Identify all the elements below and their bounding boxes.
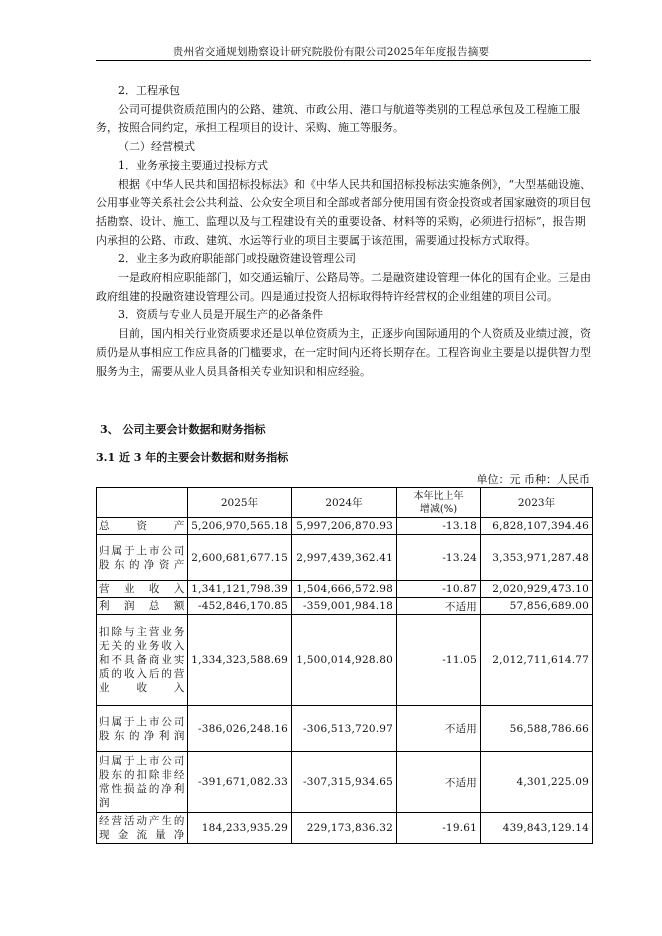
section-3-title: 3、 公司主要会计数据和财务指标 [100, 423, 266, 436]
cell-2024: 1,504,666,572.98 [292, 581, 397, 598]
cell-change: -13.18 [397, 518, 481, 535]
cell-change: 不适用 [397, 598, 481, 615]
unit-note: 单位：元 币种：人民币 [476, 473, 590, 486]
cell-2025: 2,600,681,677.15 [188, 535, 292, 581]
para-clients: 一是政府相应职能部门，如交通运输厅、公路局等。二是融资建设管理一体化的国有企业。三是由政府组建的投融资建设管理公司。四是通过投资人招标取得特许经营权的企业组建的项目公司。 [96, 271, 591, 303]
header-cell-blank [97, 488, 188, 518]
para-engineering: 公司可提供资质范围内的公路、建筑、市政公用、港口与航道等类别的工程总承包及工程施工服务，按照合同约定，承担工程项目的设计、采购、施工等服务。 [96, 102, 580, 135]
cell-2025: 1,334,323,588.69 [188, 615, 292, 706]
para-engineering-title: 2．工程承包 [118, 84, 180, 97]
cell-2025: 1,341,121,798.39 [188, 581, 292, 598]
financial-table [96, 487, 593, 844]
cell-2024: 1,500,014,928.80 [292, 615, 397, 706]
cell-change: -10.87 [397, 581, 481, 598]
cell-2025: -391,671,082.33 [188, 752, 292, 813]
table-row [97, 598, 593, 615]
table-row [97, 706, 593, 752]
body-text [96, 82, 592, 381]
para-qualification-title: 3．资质与专业人员是开展生产的必备条件 [118, 308, 323, 322]
header-cell-2025: 2025年 [188, 488, 292, 518]
table-row [97, 813, 593, 844]
cell-2024: -306,513,720.97 [292, 706, 397, 752]
para-business-model-title: （二）经营模式 [118, 140, 195, 154]
cell-2024: -359,001,984.18 [292, 598, 397, 615]
row-label-cell: 归属于上市公司股东的扣除非经常性损益的净利润 [97, 752, 188, 813]
cell-2023: 56,588,786.66 [481, 706, 593, 752]
cell-change: 不适用 [397, 752, 481, 813]
row-label-cell: 营业收入 [97, 581, 188, 598]
cell-change: -19.61 [397, 813, 481, 844]
cell-2025: -386,026,248.16 [188, 706, 292, 752]
cell-2024: 5,997,206,870.93 [292, 518, 397, 535]
cell-2024: 2,997,439,362.41 [292, 535, 397, 581]
cell-change: -11.05 [397, 615, 481, 706]
cell-2023: 2,012,711,614.77 [481, 615, 593, 706]
header-cell-2024: 2024年 [292, 488, 397, 518]
cell-2023: 4,301,225.09 [481, 752, 593, 813]
para-qualification: 目前，国内相关行业资质要求还是以单位资质为主，正逐步向国际通用的个人资质及业绩过渡，资质仍是从事相应工作应具备的门槛要求，在一定时间内还将长期存在。工程咨询业主要是以提供智力型服务为主，需要从业人员具备相关专业知识和相应经验。 [96, 327, 591, 378]
header-cell-change: 本年比上年 增减(%) [397, 488, 481, 518]
table-header-row [97, 488, 593, 518]
table-row [97, 535, 593, 581]
row-label-cell: 经营活动产生的现金流量净 [97, 813, 188, 844]
para-bidding-title: 1．业务承接主要通过投标方式 [118, 158, 268, 172]
section-3-1-title: 3.1 近 3 年的主要会计数据和财务指标 [96, 451, 289, 464]
para-bidding: 根据《中华人民共和国招标投标法》和《中华人民共和国招标投标法实施条例》，“大型基础设施、公用事业等关系社会公共利益、公众安全项目和全部或者部分使用国有资金投资或者国家融资的项目包括勘察、设计、施工、监理以及与工程建设有关的重要设备、材料等的采购，必须进行招标”，报告期内承担的公路、市政、建筑、水运等行业的项目主要属于该范围，需要通过投标方式取得。 [96, 177, 592, 247]
cell-2023: 6,828,107,394.46 [481, 518, 593, 535]
cell-2025: 5,206,970,565.18 [188, 518, 292, 535]
cell-change: 不适用 [397, 706, 481, 752]
table-row [97, 752, 593, 813]
cell-2024: -307,315,934.65 [292, 752, 397, 813]
cell-2023: 439,843,129.14 [481, 813, 593, 844]
row-label-cell: 利润总额 [97, 598, 188, 615]
row-label-cell: 归属于上市公司股东的净利润 [97, 706, 188, 752]
para-clients-title: 2．业主多为政府职能部门或投融资建设管理公司 [118, 252, 356, 266]
cell-change: -13.24 [397, 535, 481, 581]
header-rule [96, 60, 591, 61]
cell-2024: 229,173,836.32 [292, 813, 397, 844]
cell-2023: 57,856,689.00 [481, 598, 593, 615]
header-cell-2023: 2023年 [481, 488, 593, 518]
row-label-cell: 扣除与主营业务无关的业务收入和不具备商业实质的收入后的营业收入 [97, 615, 188, 706]
table-row [97, 581, 593, 598]
table-row [97, 615, 593, 706]
cell-2023: 3,353,971,287.48 [481, 535, 593, 581]
row-label-cell: 归属于上市公司股东的净资产 [97, 535, 188, 581]
cell-2023: 2,020,929,473.10 [481, 581, 593, 598]
page-header: 贵州省交通规划勘察设计研究院股份有限公司2025年年度报告摘要 [172, 46, 490, 58]
table-row [97, 518, 593, 535]
row-label-cell: 总资产 [97, 518, 188, 535]
cell-2025: 184,233,935.29 [188, 813, 292, 844]
cell-2025: -452,846,170.85 [188, 598, 292, 615]
